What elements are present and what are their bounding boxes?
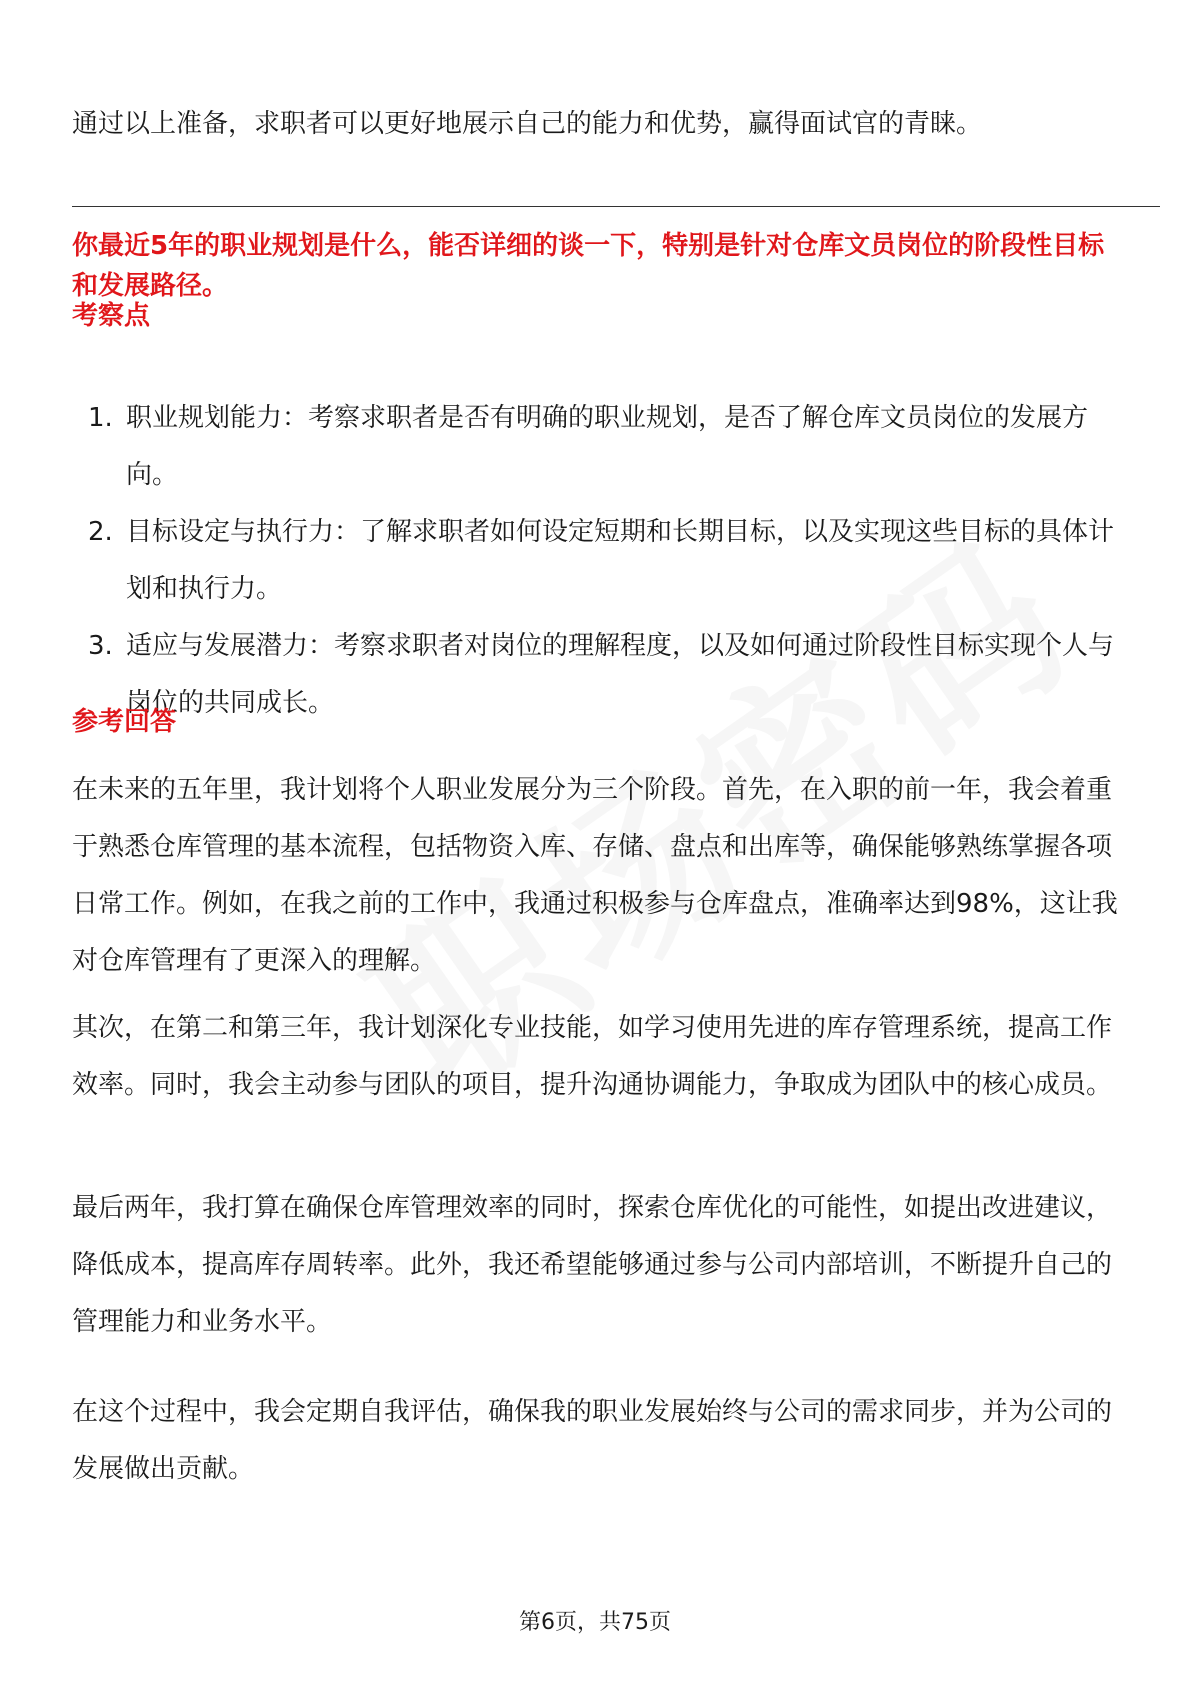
list-item [72,390,1118,504]
list-item-text: 目标设定与执行力：了解求职者如何设定短期和长期目标，以及实现这些目标的具体计划和执行力。 [126,517,1115,604]
list-item [72,618,1118,732]
answer-paragraph: 在这个过程中，我会定期自我评估，确保我的职业发展始终与公司的需求同步，并为公司的发展做出贡献。 [72,1397,1113,1484]
divider-line [72,206,1160,207]
answer-paragraph: 其次，在第二和第三年，我计划深化专业技能，如学习使用先进的库存管理系统，提高工作效率。同时，我会主动参与团队的项目，提升沟通协调能力，争取成为团队中的核心成员。 [72,1013,1113,1100]
answer-paragraph: 最后两年，我打算在确保仓库管理效率的同时，探索仓库优化的可能性，如提出改进建议，降低成本，提高库存周转率。此外，我还希望能够通过参与公司内部培训，不断提升自己的管理能力和业务水平。 [72,1193,1113,1337]
page-footer: 第6页，共75页 [519,1610,671,1635]
question-heading: 你最近5年的职业规划是什么，能否详细的谈一下，特别是针对仓库文员岗位的阶段性目标和发展路径。 [72,231,1105,301]
section-title-answer: 参考回答 [72,707,177,737]
document-page [72,0,1118,1684]
examine-points-list [72,390,1118,732]
intro-paragraph: 通过以上准备，求职者可以更好地展示自己的能力和优势，赢得面试官的青睐。 [72,109,983,139]
list-item [72,504,1118,618]
list-item-number: 3. [88,631,113,661]
list-item-text: 职业规划能力：考察求职者是否有明确的职业规划，是否了解仓库文员岗位的发展方向。 [126,403,1089,490]
section-title-examine: 考察点 [72,301,151,331]
answer-paragraph: 在未来的五年里，我计划将个人职业发展分为三个阶段。首先，在入职的前一年，我会着重于熟悉仓库管理的基本流程，包括物资入库、存储、盘点和出库等，确保能够熟练掌握各项日常工作。例如，在我之前的工作中，我通过积极参与仓库盘点，准确率达到98%，这让我对仓库管理有了更深入的理解。 [72,775,1118,976]
list-item-number: 2. [88,517,113,547]
list-item-number: 1. [88,403,113,433]
list-item-text: 适应与发展潜力：考察求职者对岗位的理解程度，以及如何通过阶段性目标实现个人与岗位的共同成长。 [126,631,1115,718]
